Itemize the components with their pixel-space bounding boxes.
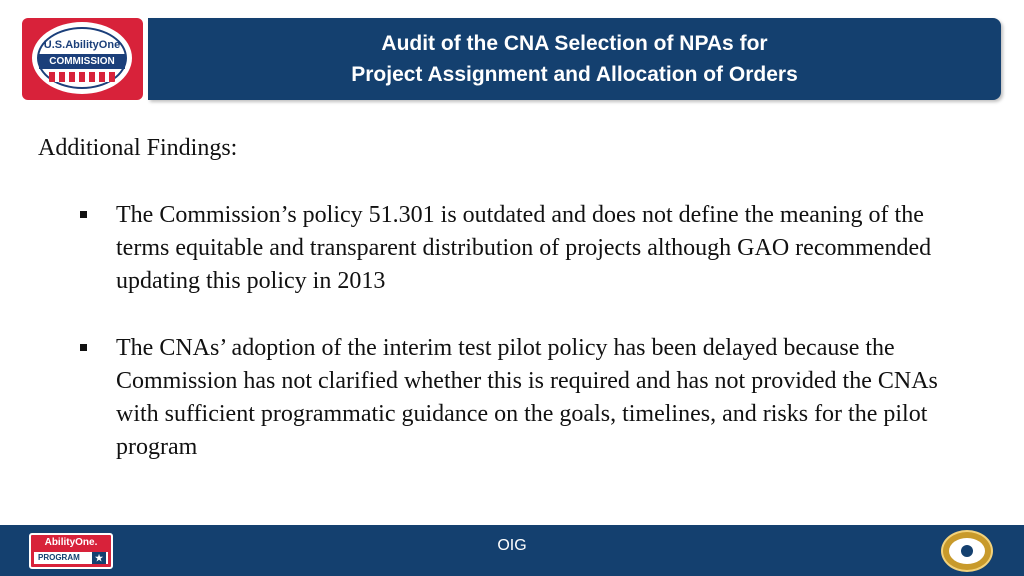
slide-title-bar bbox=[148, 18, 1001, 100]
footer-label: OIG bbox=[497, 537, 527, 554]
finding-bullet-1: The Commission’s policy 51.301 is outdated and does not define the meaning of the terms equitable and transparent distribution of projects although GAO recommended updating this policy in 2013 bbox=[116, 202, 932, 294]
commission-seal bbox=[32, 22, 132, 94]
finding-bullet-2: The CNAs’ adoption of the interim test pilot policy has been delayed because the Commission has not clarified whether this is required and has not provided the CNAs with sufficient programmatic guidance on the goals, timelines, and risks for the pilot program bbox=[116, 335, 938, 460]
slide-title-line2: Project Assignment and Allocation of Orders bbox=[351, 63, 798, 86]
logo-line1: U.S.AbilityOne bbox=[43, 39, 121, 51]
emblem-core bbox=[961, 545, 973, 557]
seal-stripes bbox=[49, 72, 115, 82]
bullet-square-icon bbox=[80, 344, 87, 351]
star-icon: ★ bbox=[92, 552, 106, 564]
bullet-square-icon bbox=[80, 211, 87, 218]
commission-logo bbox=[22, 18, 143, 100]
program-logo-top: AbilityOne. bbox=[44, 537, 98, 548]
program-logo-label: PROGRAM bbox=[38, 553, 80, 562]
slide-title-line1: Audit of the CNA Selection of NPAs for bbox=[381, 32, 768, 55]
logo-line2: COMMISSION bbox=[39, 54, 125, 69]
emblem-inner bbox=[949, 538, 985, 564]
section-subtitle: Additional Findings: bbox=[38, 135, 238, 161]
footer-bar bbox=[0, 525, 1024, 576]
oig-emblem-icon bbox=[941, 530, 993, 572]
